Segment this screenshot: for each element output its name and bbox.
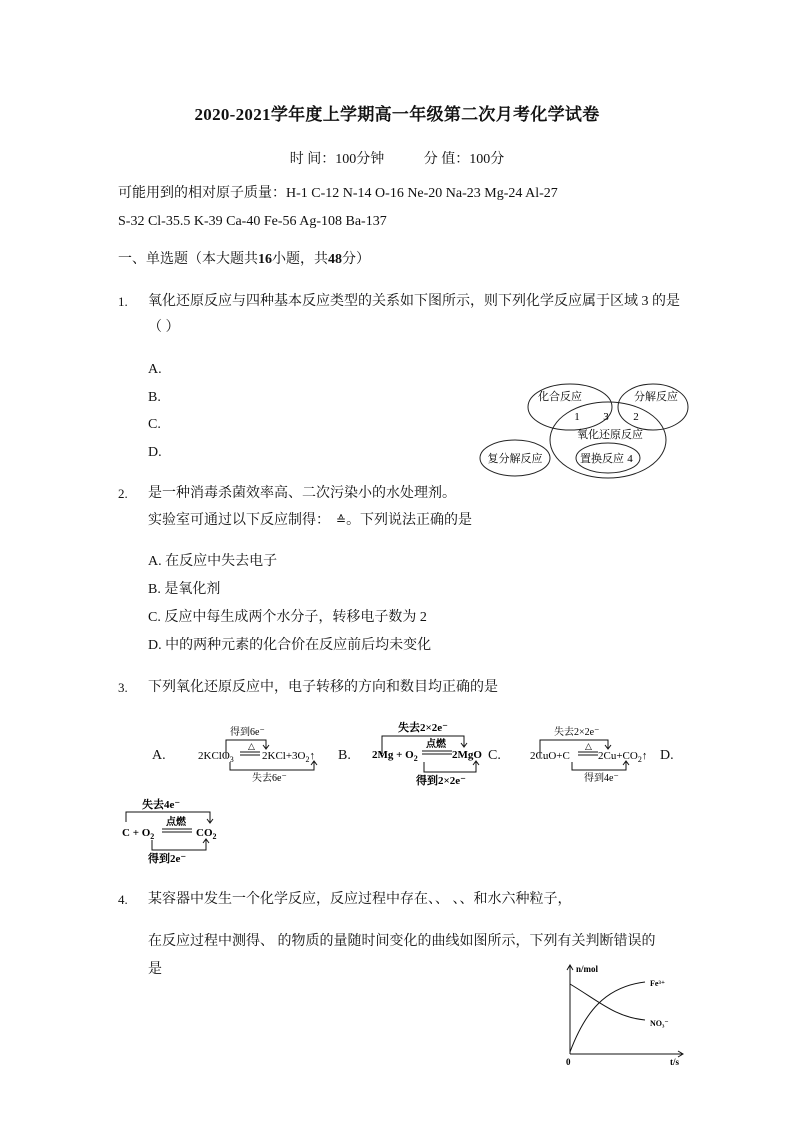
- svg-text:CO2: $CO_2$: [196, 827, 217, 841]
- eq-a-top-label: 得到6e⁻: [230, 727, 265, 738]
- label-redox: 氧化还原反应: [577, 429, 643, 441]
- q1-option-c: C.: [148, 417, 161, 432]
- q1-option-a: A.: [148, 362, 162, 377]
- time-graph: [560, 962, 690, 1068]
- atomic-mass-line1: 可能用到的相对原子质量：H-1 C-12 N-14 O-16 Ne-20 Na-23 Mg-24 Al-27: [118, 186, 558, 201]
- svg-text:C + O2: $C + O_2$: [122, 827, 155, 841]
- q3-label-d: D.: [660, 748, 674, 763]
- question-2-text-2: 实验室可通过以下反应制得： ≙。下列说法正确的是: [148, 513, 473, 528]
- svg-text:2Mg + O2: $2Mg + O_2$: [372, 749, 418, 763]
- exam-time: 时 间：100分钟: [289, 152, 385, 167]
- equation-a: [196, 722, 336, 784]
- svg-text:2MgO: 2MgO: [452, 749, 482, 761]
- label-displacement: 置换反应: [580, 453, 624, 465]
- y-axis-label: n/mol: [576, 964, 599, 974]
- svg-text:2Cu+CO2↑: $2Cu+CO_2↑$: [598, 750, 648, 764]
- eq-d-condition: 点燃: [166, 817, 186, 828]
- q1-option-d: D.: [148, 445, 162, 460]
- question-4-text-2: 在反应过程中测得、 的物质的量随时间变化的曲线如图所示，下列有关判断错误的: [148, 934, 656, 949]
- question-3-text: 下列氧化还原反应中，电子转移的方向和数目均正确的是: [148, 680, 498, 695]
- exam-meta: [0, 148, 794, 168]
- svg-text:2CuO+C: 2CuO+C: [530, 750, 570, 762]
- atomic-mass-line2: S-32 Cl-35.5 K-39 Ca-40 Fe-56 Ag-108 Ba-137: [118, 214, 387, 229]
- page-title: 2020-2021学年度上学期高一年级第二次月考化学试卷: [194, 105, 600, 124]
- eq-b-top-label: 失去2×2e⁻: [398, 722, 448, 734]
- eq-b-bottom-label: 得到2×2e⁻: [416, 775, 466, 787]
- equation-d: [120, 796, 230, 866]
- no3-curve: [570, 984, 645, 1020]
- q3-label-a: A.: [152, 748, 166, 763]
- fe-label: Fe³⁺: [650, 979, 666, 988]
- question-number-4: 4.: [118, 892, 128, 907]
- svg-text:2KClO3: 2KClO$_3$: [198, 750, 234, 764]
- eq-b-condition: 点燃: [426, 739, 446, 750]
- q3-label-c: C.: [488, 748, 501, 763]
- question-number-1: 1.: [118, 294, 128, 309]
- eq-d-bottom-label: 得到2e⁻: [148, 853, 187, 865]
- eq-a-condition: △: [248, 741, 255, 751]
- question-number-2: 2.: [118, 486, 128, 501]
- exam-score: 分 值：100分: [423, 152, 505, 167]
- region-4: 4: [627, 453, 633, 465]
- svg-text:2KCl+3O2↑: $2KCl+3O_2↑$: [262, 750, 315, 764]
- fe-curve: [570, 982, 645, 1052]
- x-axis-label: t/s: [670, 1057, 679, 1067]
- q2-option-d: D. 中的两种元素的化合价在反应前后均未变化: [148, 638, 432, 653]
- question-2-text: 是一种消毒杀菌效率高、二次污染小的水处理剂。: [148, 486, 456, 501]
- q3-label-b: B.: [338, 748, 351, 763]
- question-1-text-2: （ ）: [148, 320, 180, 335]
- label-decomposition: 分解反应: [634, 391, 678, 403]
- label-combination: 化合反应: [538, 391, 582, 403]
- question-1-text: 氧化还原反应与四种基本反应类型的关系如下图所示，则下列化学反应属于区域 3 的是: [148, 294, 680, 309]
- section-heading: 一、单选题（本大题共16小题，共48分）: [118, 252, 370, 267]
- region-1: 1: [574, 411, 580, 423]
- equation-b: [368, 718, 488, 788]
- question-4-text-3: 是: [148, 962, 162, 977]
- q2-option-b: B. 是氧化剂: [148, 582, 221, 597]
- no3-label: NO₃⁻: [650, 1019, 669, 1028]
- q1-option-b: B.: [148, 390, 161, 405]
- eq-c-bottom-label: 得到4e⁻: [584, 773, 619, 784]
- eq-d-top-label: 失去4e⁻: [142, 799, 181, 811]
- eq-c-top-label: 失去2×2e⁻: [554, 727, 600, 738]
- q2-option-c: C. 反应中每生成两个水分子，转移电子数为 2: [148, 610, 427, 625]
- q2-option-a: A. 在反应中失去电子: [148, 554, 278, 569]
- origin-label: 0: [566, 1057, 571, 1067]
- venn-diagram: [478, 380, 698, 480]
- label-double-displacement: 复分解反应: [487, 453, 543, 465]
- region-3: 3: [603, 411, 609, 423]
- delta-symbol: ≙: [336, 513, 347, 527]
- question-4-text: 某容器中发生一个化学反应，反应过程中存在、、 、、和水六种粒子，: [148, 892, 572, 907]
- eq-c-condition: △: [585, 741, 592, 751]
- equation-c: [528, 722, 663, 784]
- question-number-3: 3.: [118, 680, 128, 695]
- eq-a-bottom-label: 失去6e⁻: [252, 773, 287, 784]
- region-2: 2: [633, 411, 639, 423]
